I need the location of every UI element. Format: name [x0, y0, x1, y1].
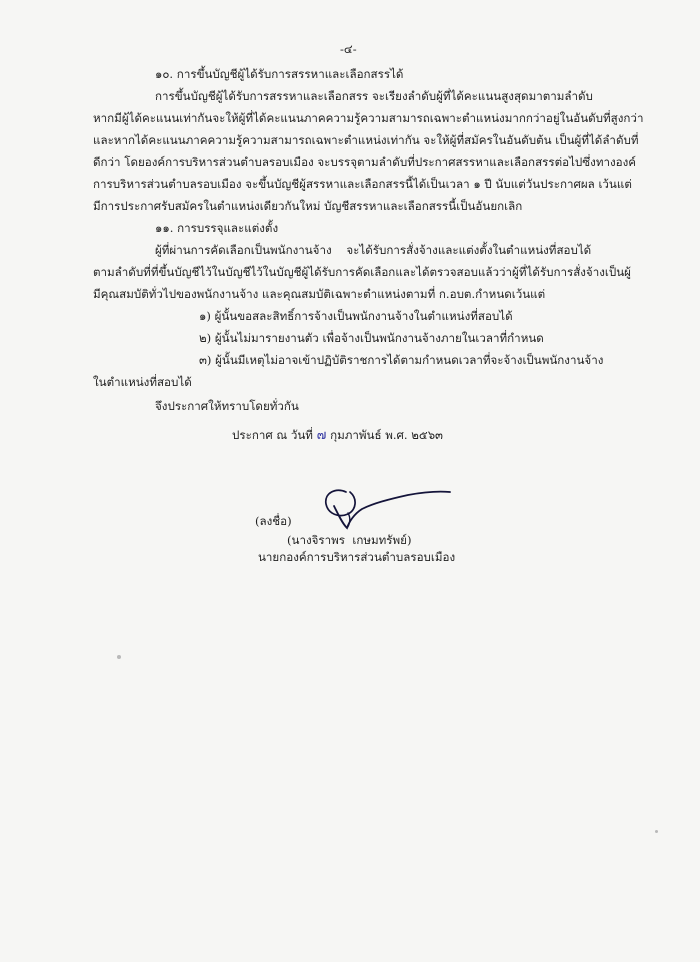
- date-suffix: กุมภาพันธ์ พ.ศ. ๒๕๖๓: [330, 428, 443, 442]
- scan-speck: [117, 655, 121, 659]
- signatory-name: (นางจิราพร เกษมทรัพย์): [287, 533, 412, 547]
- date-prefix: ประกาศ ณ วันที่: [232, 428, 313, 442]
- section-10-heading: ๑๐. การขึ้นบัญชีผู้ได้รับการสรรหาและเลือกสรรได้: [155, 67, 404, 81]
- section-11-line-3: มีคุณสมบัติทั่วไปของพนักงานจ้าง และคุณสมบัติเฉพาะตำแหน่งตามที่ ก.อบต.กำหนดเว้นแต่: [93, 287, 546, 301]
- section-11-line-1: ผู้ที่ผ่านการคัดเลือกเป็นพนักงานจ้าง จะได้รับการสั่งจ้างและแต่งตั้งในตำแหน่งที่สอบได้: [155, 243, 592, 257]
- section-11-line-2: ตามลำดับที่ที่ขึ้นบัญชีไว้ในบัญชีไว้ในบัญชีผู้ได้รับการคัดเลือกและได้ตรวจสอบแล้วว่าผู้ที่ได้รับการสั่งจ้างเป็นผู้: [93, 265, 631, 279]
- page-number: -๔-: [340, 42, 357, 56]
- section-10-line-2: หากมีผู้ได้คะแนนเท่ากันจะให้ผู้ที่ได้คะแนนภาคความรู้ความสามารถเฉพาะตำแหน่งมากกว่าอยู่ในอันดับที่สูงกว่า: [93, 111, 644, 125]
- section-11-item-3: ๓) ผู้นั้นมีเหตุไม่อาจเข้าปฏิบัติราชการได้ตามกำหนดเวลาที่จะจ้างเป็นพนักงานจ้าง: [199, 353, 604, 367]
- section-10-line-3: และหากได้คะแนนภาคความรู้ความสามารถเฉพาะตำแหน่งเท่ากัน จะให้ผู้ที่สมัครในอันดับต้น เป็นผู้ที่ได้ลำดับที่: [93, 133, 639, 147]
- announcement-line: จึงประกาศให้ทราบโดยทั่วกัน: [155, 399, 299, 413]
- announcement-date: [232, 427, 443, 444]
- section-10-line-6: มีการประกาศรับสมัครในตำแหน่งเดียวกันใหม่ บัญชีสรรหาและเลือกสรรนี้เป็นอันยกเลิก: [93, 199, 523, 213]
- handwritten-day: ๗: [316, 428, 327, 443]
- signatory-position: นายกองค์การบริหารส่วนตำบลรอบเมือง: [258, 550, 456, 564]
- section-11-item-3-continued: ในตำแหน่งที่สอบได้: [93, 375, 192, 389]
- section-10-line-5: การบริหารส่วนตำบลรอบเมือง จะขึ้นบัญชีผู้สรรหาและเลือกสรรนี้ได้เป็นเวลา ๑ ปี นับแต่วันประกาศผล เว้นแต่: [93, 177, 632, 191]
- scan-speck: [655, 830, 658, 833]
- section-11-item-1: ๑) ผู้นั้นขอสละสิทธิ์การจ้างเป็นพนักงานจ้างในตำแหน่งที่สอบได้: [199, 309, 513, 323]
- section-11-heading: ๑๑. การบรรจุและแต่งตั้ง: [155, 221, 279, 235]
- section-11-item-2: ๒) ผู้นั้นไม่มารายงานตัว เพื่อจ้างเป็นพนักงานจ้างภายในเวลาที่กำหนด: [199, 331, 544, 345]
- section-10-line-4: ดีกว่า โดยองค์การบริหารส่วนตำบลรอบเมือง จะบรรจุตามลำดับที่ประกาศสรรหาและเลือกสรรต่อไปซึ่งทางองค์: [93, 155, 637, 169]
- signature-label: (ลงชื่อ): [255, 514, 292, 528]
- handwritten-signature: [312, 478, 472, 536]
- section-10-line-1: การขึ้นบัญชีผู้ได้รับการสรรหาและเลือกสรร จะเรียงลำดับผู้ที่ได้คะแนนสูงสุดมาตามลำดับ: [155, 89, 593, 103]
